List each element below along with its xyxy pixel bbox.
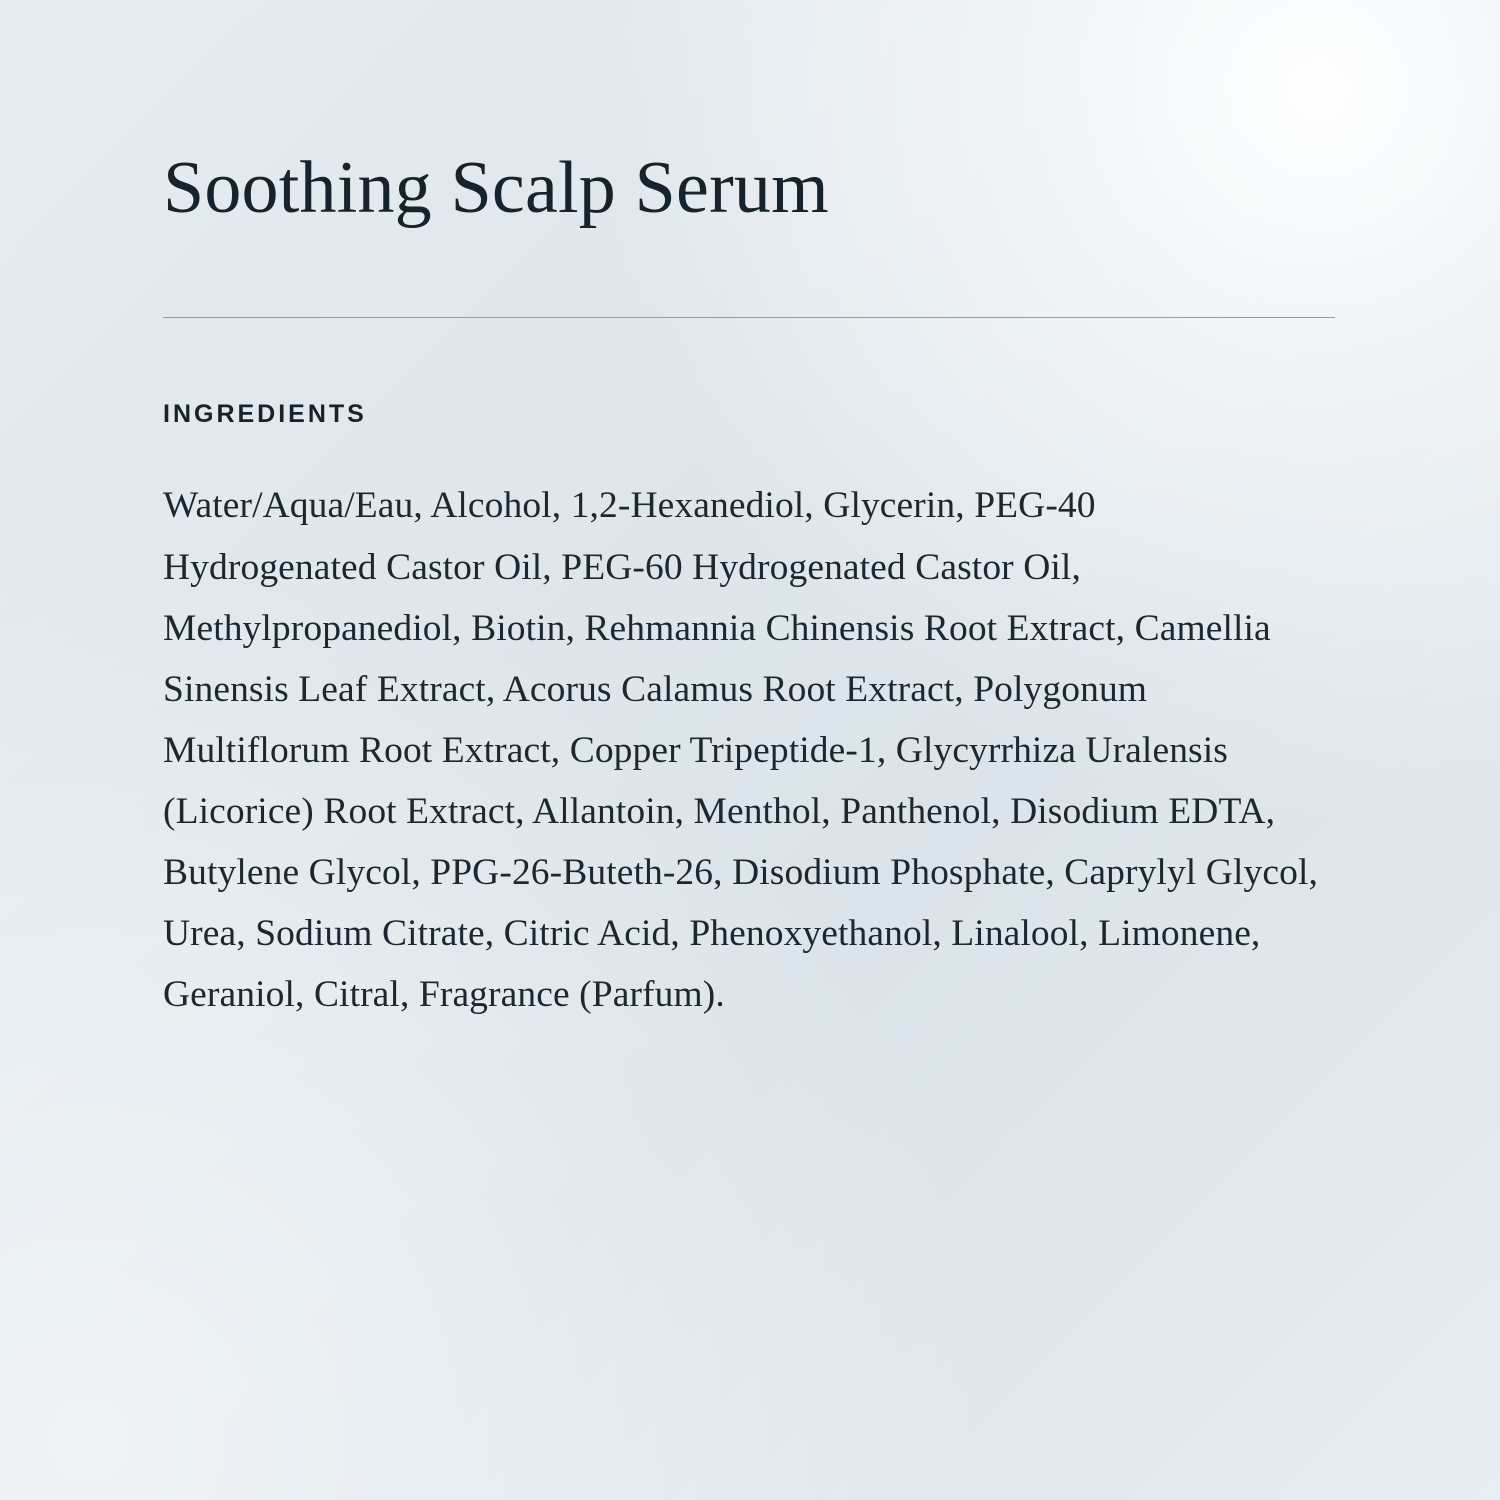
page-title: Soothing Scalp Serum <box>163 147 829 229</box>
ingredients-heading: INGREDIENTS <box>163 400 367 429</box>
ingredients-text: Water/Aqua/Eau, Alcohol, 1,2-Hexanediol, Glycerin, PEG-40 Hydrogenated Castor Oil, PEG-60 Hydrogenated Castor Oil, Methylpropanediol, Biotin, Rehmannia Chinensis Root Extract, Camellia Sinensis Leaf Extract, Acorus Calamus Root Extract, Polygonum Multiflorum Root Extract, Copper Tripeptide-1, Glycyrrhiza Uralensis (Licorice) Root Extract, Allantoin, Menthol, Panthenol, Disodium EDTA, Butylene Glycol, PPG-26-Buteth-26, Disodium Phosphate, Caprylyl Glycol, Urea, Sodium Citrate, Citric Acid, Phenoxyethanol, Linalool, Limonene, Geraniol, Citral, Fragrance (Parfum). <box>163 485 1318 1016</box>
horizontal-rule <box>163 317 1335 318</box>
content-column <box>163 0 1335 1063</box>
